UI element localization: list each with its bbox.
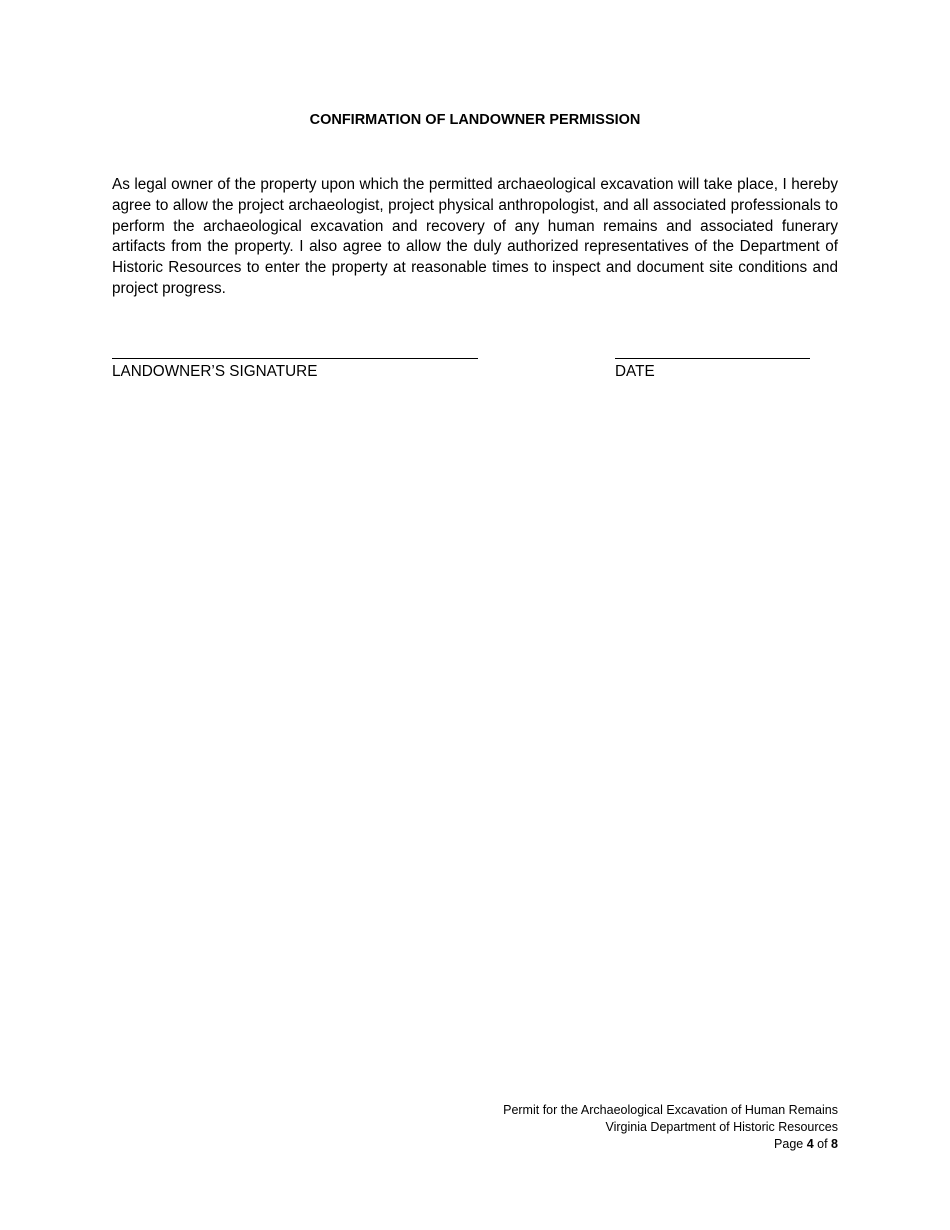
page-footer <box>338 1102 838 1153</box>
page-total: 8 <box>831 1137 838 1151</box>
page-prefix: Page <box>774 1137 807 1151</box>
page-current: 4 <box>806 1137 814 1151</box>
footer-document-title: Permit for the Archaeological Excavation of Human Remains <box>503 1103 838 1117</box>
page-of: of <box>813 1137 832 1151</box>
signature-label: LANDOWNER’S SIGNATURE <box>112 363 318 380</box>
date-line <box>615 358 810 359</box>
date-label: DATE <box>615 363 655 380</box>
page-title: CONFIRMATION OF LANDOWNER PERMISSION <box>309 112 641 128</box>
footer-department: Virginia Department of Historic Resources <box>605 1120 838 1134</box>
permission-paragraph: As legal owner of the property upon which the permitted archaeological excavation will take place, I hereby agree to allow the project archaeologist, project physical anthropologist, and all associated professionals to perform the archaeological excavation and recovery of any human remains and associated funerary artifacts from the property. I also agree to allow the duly authorized representatives of the Department of Historic Resources to enter the property at reasonable times to inspect and document site conditions and project progress. <box>112 176 838 297</box>
page-number <box>338 1136 838 1153</box>
signature-line <box>112 358 478 359</box>
